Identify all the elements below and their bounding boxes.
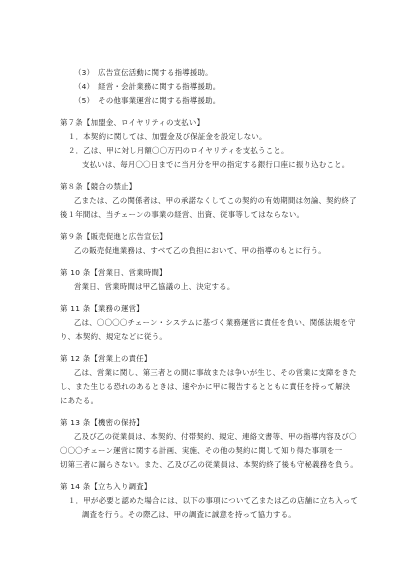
article-11-paragraph: り、本契約、規定などに従う。 — [60, 332, 167, 341]
article-11-paragraph: 乙は、〇〇〇〇チェーン・システムに基づく業務運営に責任を負い、関係法規を守 — [74, 318, 356, 327]
article-13-paragraph: 〇〇〇チェーン運営に関する計画、実施、その他の契約に関して知り得た事項を一 — [60, 446, 343, 455]
article-8-paragraph: 乙または、乙の関係者は、甲の承諾なくしてこの契約の有効期間は勿論、契約終了 — [74, 196, 357, 205]
article-7-heading: 第７条【加盟金、ロイヤリティの支払い】 — [60, 118, 205, 127]
article-7-item-2-continued: 支払いは、毎月〇〇日までに当月分を甲の指定する銀行口座に振り込むこと。 — [82, 160, 350, 169]
article-14-heading: 第 14 条【立ち入り調査】 — [60, 482, 152, 491]
article-10-paragraph: 営業日、営業時間は甲乙協議の上、決定する。 — [74, 282, 235, 291]
list-item: （3） 広告宣伝活動に関する指導援助。 — [74, 68, 213, 77]
article-7-item-2: ２．乙は、甲に対し月額〇〇万円のロイヤリティを支払うこと。 — [68, 146, 289, 155]
article-8-heading: 第８条【競合の禁止】 — [60, 182, 137, 191]
article-14-item-1: １．甲が必要と認めた場合には、以下の事項について乙または乙の店舗に立ち入って — [68, 496, 359, 505]
article-8-paragraph: 後１年間は、当チェーンの事業の経営、出資、従事等してはならない。 — [60, 210, 305, 219]
article-12-paragraph: し、また生じる恐れのあるときは、速やかに甲に報告するとともに責任を持って解決 — [60, 382, 351, 391]
article-7-item-1: １．本契約に関しては、加盟金及び保証金を設定しない。 — [68, 132, 267, 141]
article-14-item-1-continued: 調査を行う。その際乙は、甲の調査に誠意を持って協力する。 — [82, 510, 296, 519]
article-12-paragraph: にあたる。 — [60, 396, 99, 405]
article-13-paragraph: 乙及び乙の従業員は、本契約、付帯契約、規定、連絡文書等、甲の指導内容及び〇 — [74, 432, 357, 441]
article-12-heading: 第 12 条【営業上の責任】 — [60, 354, 152, 363]
article-9-heading: 第９条【販売促進と広告宣伝】 — [60, 232, 167, 241]
article-9-paragraph: 乙の販売促進業務は、すべて乙の負担において、甲の指導のもとに行う。 — [74, 246, 326, 255]
article-12-paragraph: 乙は、営業に関し、第三者との間に事故または争いが生じ、その営業に支障をきた — [74, 368, 357, 377]
article-13-paragraph: 切第三者に漏らさない。また、乙及び乙の従業員は、本契約終了後も守秘義務を負う。 — [60, 460, 358, 469]
article-11-heading: 第 11 条【業務の運営】 — [60, 304, 144, 313]
list-item: （4） 経営・会計業務に関する指導援助。 — [74, 82, 221, 91]
list-item: （5） その他事業運営に関する指導援助。 — [74, 96, 221, 105]
article-10-heading: 第 10 条【営業日、営業時間】 — [60, 268, 167, 277]
article-13-heading: 第 13 条【機密の保持】 — [60, 418, 144, 427]
